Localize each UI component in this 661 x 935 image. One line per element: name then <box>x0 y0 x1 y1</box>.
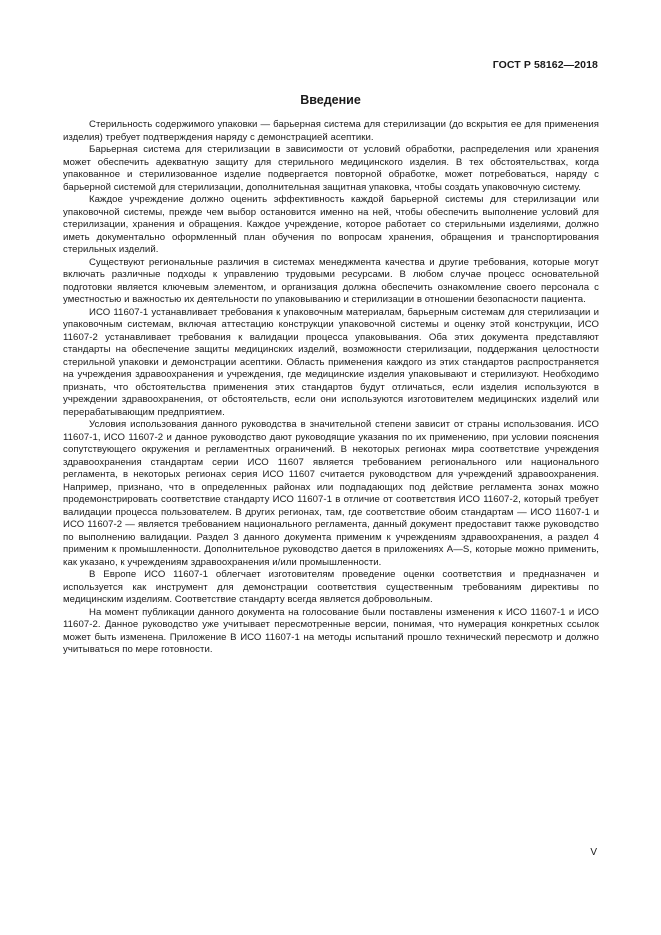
paragraph: Условия использования данного руководства в значительной степени зависит от страны использования. ИСО 11607-1, ИСО 11607-2 и данное руководство дают руководящие указания по их применению, при условии пояснения сопутствующего окружения и регламентных ограничений. В некоторых регионах мира соответствие учреждения здравоохранения стандартам серии ИСО 11607 является требованием регионального или национального регламента, в некоторых регионах серия ИСО 11607 считается руководством для учреждений здравоохранения. Например, признано, что в определенных районах или подпадающих под действие регламента зонах можно продемонстрировать соответствие стандарту ИСО 11607-1 в отличие от соответствия ИСО 11607-2, который требует валидации процесса пользователем. В других регионах, там, где соответствие обоим стандартам — ИСО 11607-1 и ИСО 11607-2 — является требованием национального регламента, данный документ предоставит также руководство по выполнению валидации. Раздел 3 данного документа применим к учреждениям здравоохранения, а раздел 4 применим к промышленности. Дополнительное руководство дается в приложениях А—S, которые можно применить, как указано, к учреждениям здравоохранения и/или промышленности. <box>63 419 599 568</box>
paragraph: ИСО 11607-1 устанавливает требования к упаковочным материалам, барьерным системам для стерилизации и упаковочным системам, включая аттестацию конструкции упаковочной системы и оценку этой конструкции, ИСО 11607-2 устанавливает требования к валидации процесса упаковывания. Оба этих документа представляют стандарты на обеспечение защиты медицинских изделий, возможности стерилизации, поддержания целостности стерильной упаковки и демонстрации асептики. Область применения каждого из этих стандартов распространяется на учреждения здравоохранения и учреждения, где медицинские изделия упаковывают и стерилизуют. Необходимо признать, что обстоятельства применения этих стандартов будут отличаться, если изделия используются в учреждении здравоохранения, от обстоятельств, если они используются изготовителем медицинских изделий или перерабатывающим предприятием. <box>63 306 599 418</box>
paragraph: Барьерная система для стерилизации в зависимости от условий обработки, распределения или хранения может обеспечить адекватную защиту для стерильного медицинского изделия. В тех обстоятельствах, когда упакованное и стерилизованное изделие подвергается повторной обработке, может потребоваться, наряду с барьерной системой для стерилизации, дополнительная защитная упаковка, чтобы создать упаковочную систему. <box>63 144 599 193</box>
body-text <box>63 119 599 657</box>
standard-code: ГОСТ Р 58162—2018 <box>492 59 598 71</box>
paragraph: Каждое учреждение должно оценить эффективность каждой барьерной системы для стерилизации или упаковочной системы, прежде чем выбор остановится именно на ней, чтобы обеспечить выполнение условий для стерилизации, хранения и обращения. Каждое учреждение, которое работает со стерильными изделиями, должно иметь документально оформленный план обучения по вопросам хранения, обращения и транспортирования стерильных изделий. <box>63 194 599 255</box>
section-title: Введение <box>300 93 361 107</box>
page-number: V <box>590 847 597 858</box>
paragraph: Стерильность содержимого упаковки — барьерная система для стерилизации (до вскрытия ее для применения изделия) требует подтверждения наряду с демонстрацией асептики. <box>63 119 599 143</box>
paragraph: На момент публикации данного документа на голосование были поставлены изменения к ИСО 11607-1 и ИСО 11607-2. Данное руководство уже учитывает пересмотренные версии, понимая, что нумерация конкретных ссылок может быть изменена. Приложение В ИСО 11607-1 на методы испытаний прошло технический пересмотр и должно учитываться по мере готовности. <box>63 606 599 655</box>
paragraph: Существуют региональные различия в системах менеджмента качества и другие требования, которые могут включать различные подходы к управлению трудовыми ресурсами. В любом случае процесс основательной подготовки является ключевым элементом, и организация должна обеспечить ознакомление своего персонала с уместностью и важностью их деятельности по упаковыванию и стерилизации в отношении безопасности пациента. <box>63 256 599 305</box>
paragraph: В Европе ИСО 11607-1 облегчает изготовителям проведение оценки соответствия и предназначен и используется как инструмент для демонстрации соответствия существенным требованиям директивы по медицинским изделиям. Соответствие стандарту всегда является добровольным. <box>63 569 599 605</box>
